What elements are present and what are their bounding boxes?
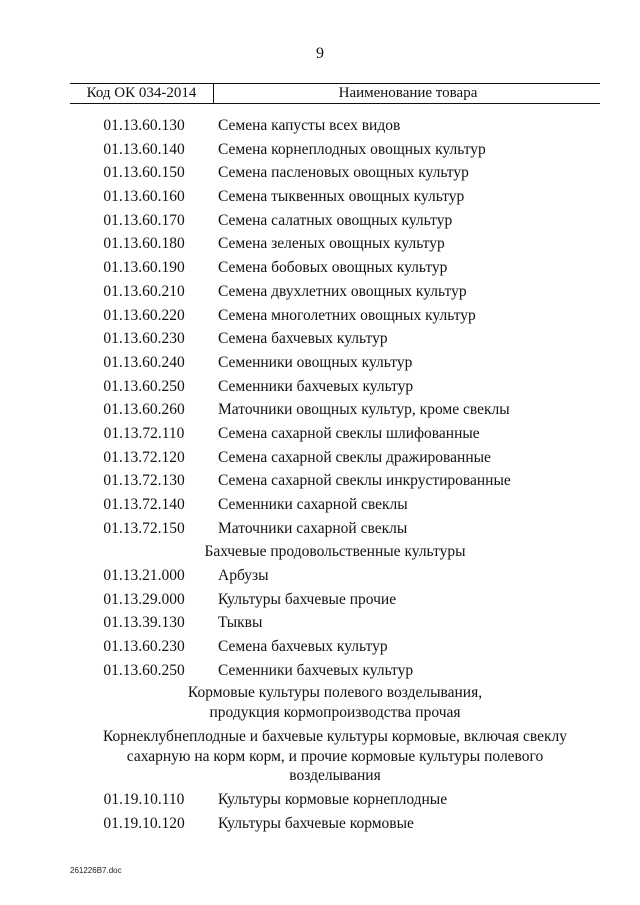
- header-code-label: Код ОК 034-2014: [86, 85, 197, 101]
- row-name: Семена бахчевых культур: [218, 637, 388, 655]
- section-heading-line: сахарную на корм корм, и прочие кормовые культуры полевого: [126, 747, 544, 765]
- row-code: 01.13.60.170: [103, 211, 185, 229]
- row-name: Тыквы: [218, 614, 263, 632]
- row-code: 01.13.60.230: [103, 637, 185, 655]
- section-heading-line: возделывания: [289, 767, 381, 785]
- table-row: [70, 517, 600, 541]
- row-name: Семена капусты всех видов: [218, 117, 401, 134]
- row-name: Семена сахарной свеклы дражированные: [218, 448, 491, 466]
- table-row: [70, 232, 600, 256]
- row-code: 01.13.72.110: [103, 424, 185, 442]
- row-name: Семена салатных овощных культур: [218, 211, 453, 229]
- section-heading-line: Кормовые культуры полевого возделывания,: [187, 684, 483, 702]
- table-row: [70, 446, 600, 470]
- row-code: 01.13.60.180: [103, 235, 185, 253]
- row-code: 01.13.60.130: [103, 117, 185, 134]
- table-body: [70, 114, 600, 835]
- row-name: Семена пасленовых овощных культур: [218, 164, 469, 182]
- row-name: Семена зеленых овощных культур: [218, 235, 445, 253]
- table-row: [70, 611, 600, 635]
- table-row: [70, 588, 600, 612]
- table-row: [70, 138, 600, 162]
- section-heading-root-crops: [70, 725, 600, 788]
- row-code: 01.13.60.140: [103, 140, 185, 158]
- table-row: [70, 351, 600, 375]
- row-name: Семена корнеплодных овощных культур: [218, 140, 486, 158]
- row-code: 01.13.29.000: [103, 590, 185, 608]
- table-row: [70, 185, 600, 209]
- table-row: [70, 209, 600, 233]
- row-name: Семена бобовых овощных культур: [218, 259, 448, 277]
- row-name: Арбузы: [218, 566, 269, 584]
- row-code: 01.13.72.130: [103, 472, 185, 490]
- row-code: 01.13.60.240: [103, 353, 185, 371]
- table-row: [70, 327, 600, 351]
- header-divider: [213, 84, 214, 103]
- row-name: Культуры бахчевые кормовые: [218, 814, 414, 832]
- row-name: Семенники бахчевых культур: [218, 377, 414, 395]
- row-name: Маточники овощных культур, кроме свеклы: [218, 401, 510, 419]
- row-code: 01.13.60.150: [103, 164, 185, 182]
- row-name: Семена бахчевых культур: [218, 330, 388, 348]
- table-row: [70, 114, 600, 138]
- row-name: Семенники бахчевых культур: [218, 661, 414, 679]
- row-code: 01.13.60.260: [103, 401, 185, 419]
- table-row: [70, 635, 600, 659]
- table-row: [70, 659, 600, 683]
- row-code: 01.13.72.120: [103, 448, 185, 466]
- table-row: [70, 788, 600, 812]
- section-heading-line: продукция кормопроизводства прочая: [209, 704, 461, 722]
- table-row: [70, 304, 600, 328]
- table-header: [70, 83, 600, 104]
- row-name: Семена сахарной свеклы шлифованные: [218, 424, 480, 442]
- row-name: Маточники сахарной свеклы: [218, 519, 408, 537]
- table-row: [70, 493, 600, 517]
- row-code: 01.13.72.150: [103, 519, 185, 537]
- page-number: 9: [316, 45, 324, 62]
- row-code: 01.13.60.230: [103, 330, 185, 348]
- row-name: Культуры бахчевые прочие: [218, 590, 397, 608]
- table-row: [70, 422, 600, 446]
- table-row: [70, 256, 600, 280]
- row-name: Семенники овощных культур: [218, 353, 413, 371]
- row-code: 01.13.60.250: [103, 377, 185, 395]
- table-row: [70, 375, 600, 399]
- row-name: Семена многолетних овощных культур: [218, 306, 476, 324]
- header-name-label: Наименование товара: [338, 85, 478, 101]
- row-code: 01.13.60.250: [103, 661, 185, 679]
- row-code: 01.19.10.120: [103, 814, 185, 832]
- document-footer: 261226B7.doc: [70, 866, 122, 875]
- row-name: Семена двухлетних овощных культур: [218, 282, 467, 300]
- table-row: [70, 161, 600, 185]
- row-code: 01.13.60.160: [103, 188, 185, 206]
- table-row: [70, 398, 600, 422]
- section-heading-melons: Бахчевые продовольственные культуры: [204, 543, 466, 561]
- section-heading-line: Корнеклубнеплодные и бахчевые культуры кормовые, включая свеклу: [102, 728, 567, 746]
- row-name: Семена тыквенных овощных культур: [218, 188, 465, 206]
- row-code: 01.13.39.130: [103, 614, 185, 632]
- table-row: [70, 812, 600, 836]
- section-heading-fodder: [70, 682, 600, 725]
- table-row: [70, 280, 600, 304]
- row-code: 01.13.60.220: [103, 306, 185, 324]
- row-name: Культуры кормовые корнеплодные: [218, 790, 448, 808]
- table-row: [70, 564, 600, 588]
- row-code: 01.19.10.110: [103, 790, 185, 808]
- row-code: 01.13.60.210: [103, 282, 185, 300]
- row-code: 01.13.21.000: [103, 566, 185, 584]
- table-row: [70, 469, 600, 493]
- row-name: Семена сахарной свеклы инкрустированные: [218, 472, 511, 490]
- row-code: 01.13.60.190: [103, 259, 185, 277]
- row-code: 01.13.72.140: [103, 496, 185, 513]
- row-name: Семенники сахарной свеклы: [218, 496, 408, 513]
